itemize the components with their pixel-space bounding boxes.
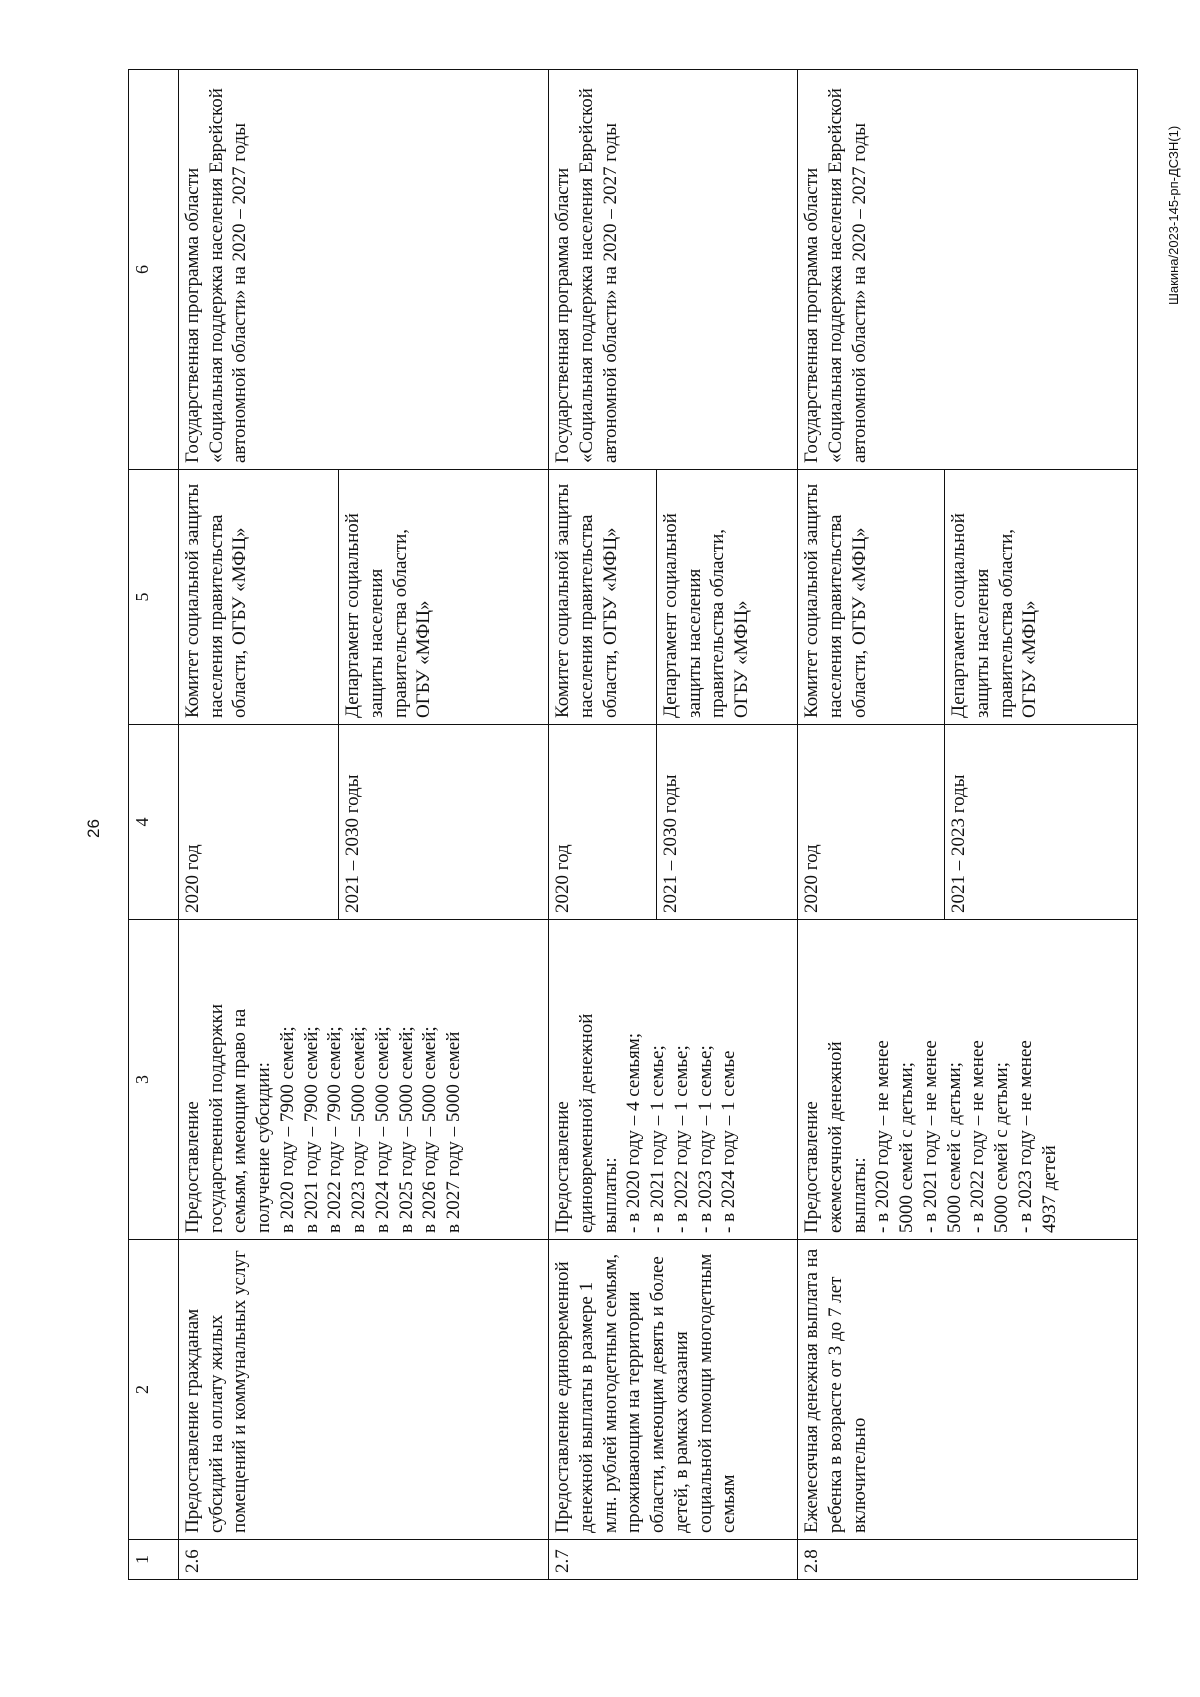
result-line: семьям, имеющим право на [229,1008,251,1233]
result-line: в 2027 году – 5000 семей [443,1031,465,1233]
measure-cell: Предоставление гражданам субсидий на оплату жилых помещений и коммунальных услуг [178,1240,548,1540]
header-row [129,70,179,1580]
result-cell [178,920,548,1240]
executor-cell: Комитет социальной защиты населения правительства области, ОГБУ «МФЦ» [798,470,945,725]
result-line: в 2022 году – 7900 семей; [324,1026,346,1233]
period-cell: 2020 год [798,725,945,920]
result-line: - в 2023 году – не менее [1014,1040,1036,1233]
result-line: Предоставление [181,1101,203,1233]
result-line: в 2023 году – 5000 семей; [348,1026,370,1233]
result-line: 5000 семей с детьми; [991,1062,1013,1233]
result-line: в 2021 году – 7900 семей; [300,1026,322,1233]
result-line: государственной поддержки [205,1003,227,1233]
result-line: в 2025 году – 5000 семей; [395,1026,417,1233]
header-cell: 1 [129,1540,179,1580]
header-cell: 4 [129,725,179,920]
result-line: Предоставление [552,1101,574,1233]
result-line: - в 2023 году – 1 семье; [694,1045,716,1233]
result-cell [549,920,798,1240]
result-line: 4937 детей [1038,1145,1060,1233]
row-number-cell: 2.6 [178,1540,548,1580]
result-line: - в 2022 году – не менее [967,1040,989,1233]
period-cell: 2021 – 2030 годы [339,725,549,920]
table-row [798,70,945,1580]
result-line: в 2026 году – 5000 семей; [419,1026,441,1233]
executor-cell: Департамент социальной защиты населения правительства области, ОГБУ «МФЦ» [339,470,549,725]
result-line: в 2024 году – 5000 семей; [371,1026,393,1233]
row-number-cell: 2.7 [549,1540,798,1580]
period-cell: 2021 – 2030 годы [656,725,797,920]
header-cell: 2 [129,1240,179,1540]
result-line: 5000 семей с детьми; [943,1062,965,1233]
measures-table [128,69,1138,1580]
result-line: - в 2020 году – не менее [872,1040,894,1233]
program-cell: Государственная программа области «Социальная поддержка населения Еврейской автономной области» на 2020 – 2027 годы [798,70,1138,470]
footer-code: Шакина/2023-145-рп-ДСЗН(1) [1166,125,1181,305]
header-cell: 5 [129,470,179,725]
header-cell: 6 [129,70,179,470]
executor-cell: Комитет социальной защиты населения правительства области, ОГБУ «МФЦ» [549,470,657,725]
result-line: Предоставление [801,1101,823,1233]
result-line: выплаты: [848,1157,870,1233]
result-line: выплаты: [599,1157,621,1233]
result-line: - в 2024 году – 1 семье [718,1050,740,1233]
result-cell [798,920,1138,1240]
result-line: 5000 семей с детьми; [896,1062,918,1233]
program-cell: Государственная программа области «Социальная поддержка населения Еврейской автономной области» на 2020 – 2027 годы [178,70,548,470]
header-cell: 3 [129,920,179,1240]
table-row [178,70,338,1580]
row-number-cell: 2.8 [798,1540,1138,1580]
result-line: - в 2021 году – не менее [919,1040,941,1233]
result-line: получение субсидии: [253,1062,275,1233]
period-cell: 2021 – 2023 годы [945,725,1138,920]
result-line: - в 2020 году – 4 семьям; [623,1032,645,1233]
program-cell: Государственная программа области «Социальная поддержка населения Еврейской автономной области» на 2020 – 2027 годы [549,70,798,470]
result-line: единовременной денежной [575,1013,597,1233]
result-line: - в 2021 году – 1 семье; [647,1045,669,1233]
period-cell: 2020 год [178,725,338,920]
executor-cell: Департамент социальной защиты населения правительства области, ОГБУ «МФЦ» [945,470,1138,725]
result-line: в 2020 году – 7900 семей; [276,1026,298,1233]
executor-cell: Департамент социальной защиты населения правительства области, ОГБУ «МФЦ» [656,470,797,725]
page-number: 26 [84,819,103,838]
executor-cell: Комитет социальной защиты населения правительства области, ОГБУ «МФЦ» [178,470,338,725]
rotated-document [128,70,1138,1580]
result-line: ежемесячной денежной [824,1041,846,1233]
measure-cell: Предоставление единовременной денежной выплаты в размере 1 млн. рублей многодетным семьям, проживающим на территории области, имеющим девять и более детей, в рамках оказания социальной помощи многодетным семьям [549,1240,798,1540]
result-line: - в 2022 году – 1 семье; [670,1045,692,1233]
measure-cell: Ежемесячная денежная выплата на ребенка в возрасте от 3 до 7 лет включительно [798,1240,1138,1540]
period-cell: 2020 год [549,725,657,920]
table-row [549,70,657,1580]
